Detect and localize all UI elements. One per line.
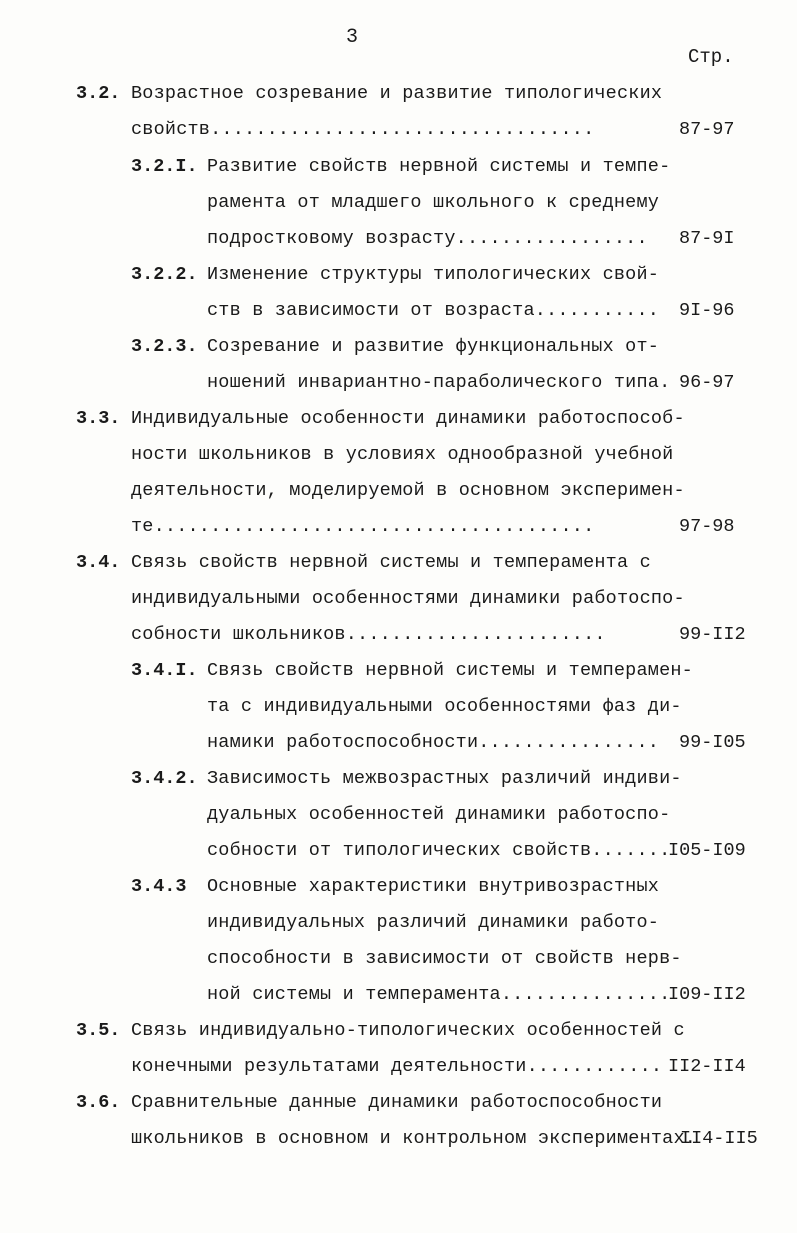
entry-line: Индивидуальные особенности динамики работоспособ- [131, 408, 685, 429]
entry-number: 3.2.I. [131, 156, 198, 177]
entry-line: подростковому возрасту................. [207, 228, 648, 249]
entry-pages: II4-II5 [680, 1128, 758, 1149]
entry-pages: 87-97 [679, 119, 735, 140]
entry-pages: I09-II2 [668, 984, 746, 1005]
entry-line: Основные характеристики внутривозрастных [207, 876, 660, 897]
entry-line: Зависимость межвозрастных различий индиви- [207, 768, 682, 789]
pages-column-header: Стр. [688, 46, 734, 68]
entry-line: Созревание и развитие функциональных от- [207, 336, 660, 357]
entry-line: конечными результатами деятельности............ [131, 1056, 663, 1077]
entry-line: Сравнительные данные динамики работоспособности [131, 1092, 663, 1113]
entry-line: ности школьников в условиях однообразной учебной [131, 444, 674, 465]
entry-number: 3.4.3 [131, 876, 187, 897]
entry-pages: 87-9I [679, 228, 735, 249]
entry-pages: I05-I09 [668, 840, 746, 861]
entry-line: школьников в основном и контрольном экспериментах. [131, 1128, 697, 1149]
entry-number: 3.2.2. [131, 264, 198, 285]
entry-line: намики работоспособности................ [207, 732, 660, 753]
entry-line: собности от типологических свойств....... [207, 840, 671, 861]
entry-line: свойств.................................. [131, 119, 595, 140]
entry-line: дуальных особенностей динамики работоспо- [207, 804, 671, 825]
entry-number: 3.2. [76, 83, 121, 104]
entry-line: индивидуальных различий динамики работо- [207, 912, 660, 933]
entry-number: 3.4.2. [131, 768, 198, 789]
entry-line: та с индивидуальными особенностями фаз ди- [207, 696, 682, 717]
entry-pages: 97-98 [679, 516, 735, 537]
entry-pages: 99-I05 [679, 732, 746, 753]
entry-pages: 99-II2 [679, 624, 746, 645]
entry-line: индивидуальными особенностями динамики работоспо- [131, 588, 685, 609]
entry-line: собности школьников....................... [131, 624, 606, 645]
entry-pages: II2-II4 [668, 1056, 746, 1077]
entry-line: ств в зависимости от возраста........... [207, 300, 660, 321]
entry-number: 3.6. [76, 1092, 121, 1113]
entry-line: ношений инвариантно-параболического типа. [207, 372, 671, 393]
entry-number: 3.4.I. [131, 660, 198, 681]
entry-line: Развитие свойств нервной системы и темпе- [207, 156, 671, 177]
entry-line: Изменение структуры типологических свой- [207, 264, 660, 285]
entry-line: способности в зависимости от свойств нерв- [207, 948, 682, 969]
entry-line: Связь свойств нервной системы и темперамен- [207, 660, 693, 681]
entry-line: деятельности, моделируемой в основном эксперимен- [131, 480, 685, 501]
entry-number: 3.5. [76, 1020, 121, 1041]
entry-line: рамента от младшего школьного к среднему [207, 192, 660, 213]
page-number: 3 [346, 26, 359, 49]
entry-pages: 9I-96 [679, 300, 735, 321]
entry-number: 3.3. [76, 408, 121, 429]
entry-line: Возрастное созревание и развитие типологических [131, 83, 663, 104]
entry-number: 3.2.3. [131, 336, 198, 357]
entry-pages: 96-97 [679, 372, 735, 393]
entry-line: Связь свойств нервной системы и темперамента с [131, 552, 651, 573]
entry-line: ной системы и темперамента............... [207, 984, 671, 1005]
entry-number: 3.4. [76, 552, 121, 573]
entry-line: те....................................... [131, 516, 595, 537]
entry-line: Связь индивидуально-типологических особенностей с [131, 1020, 685, 1041]
